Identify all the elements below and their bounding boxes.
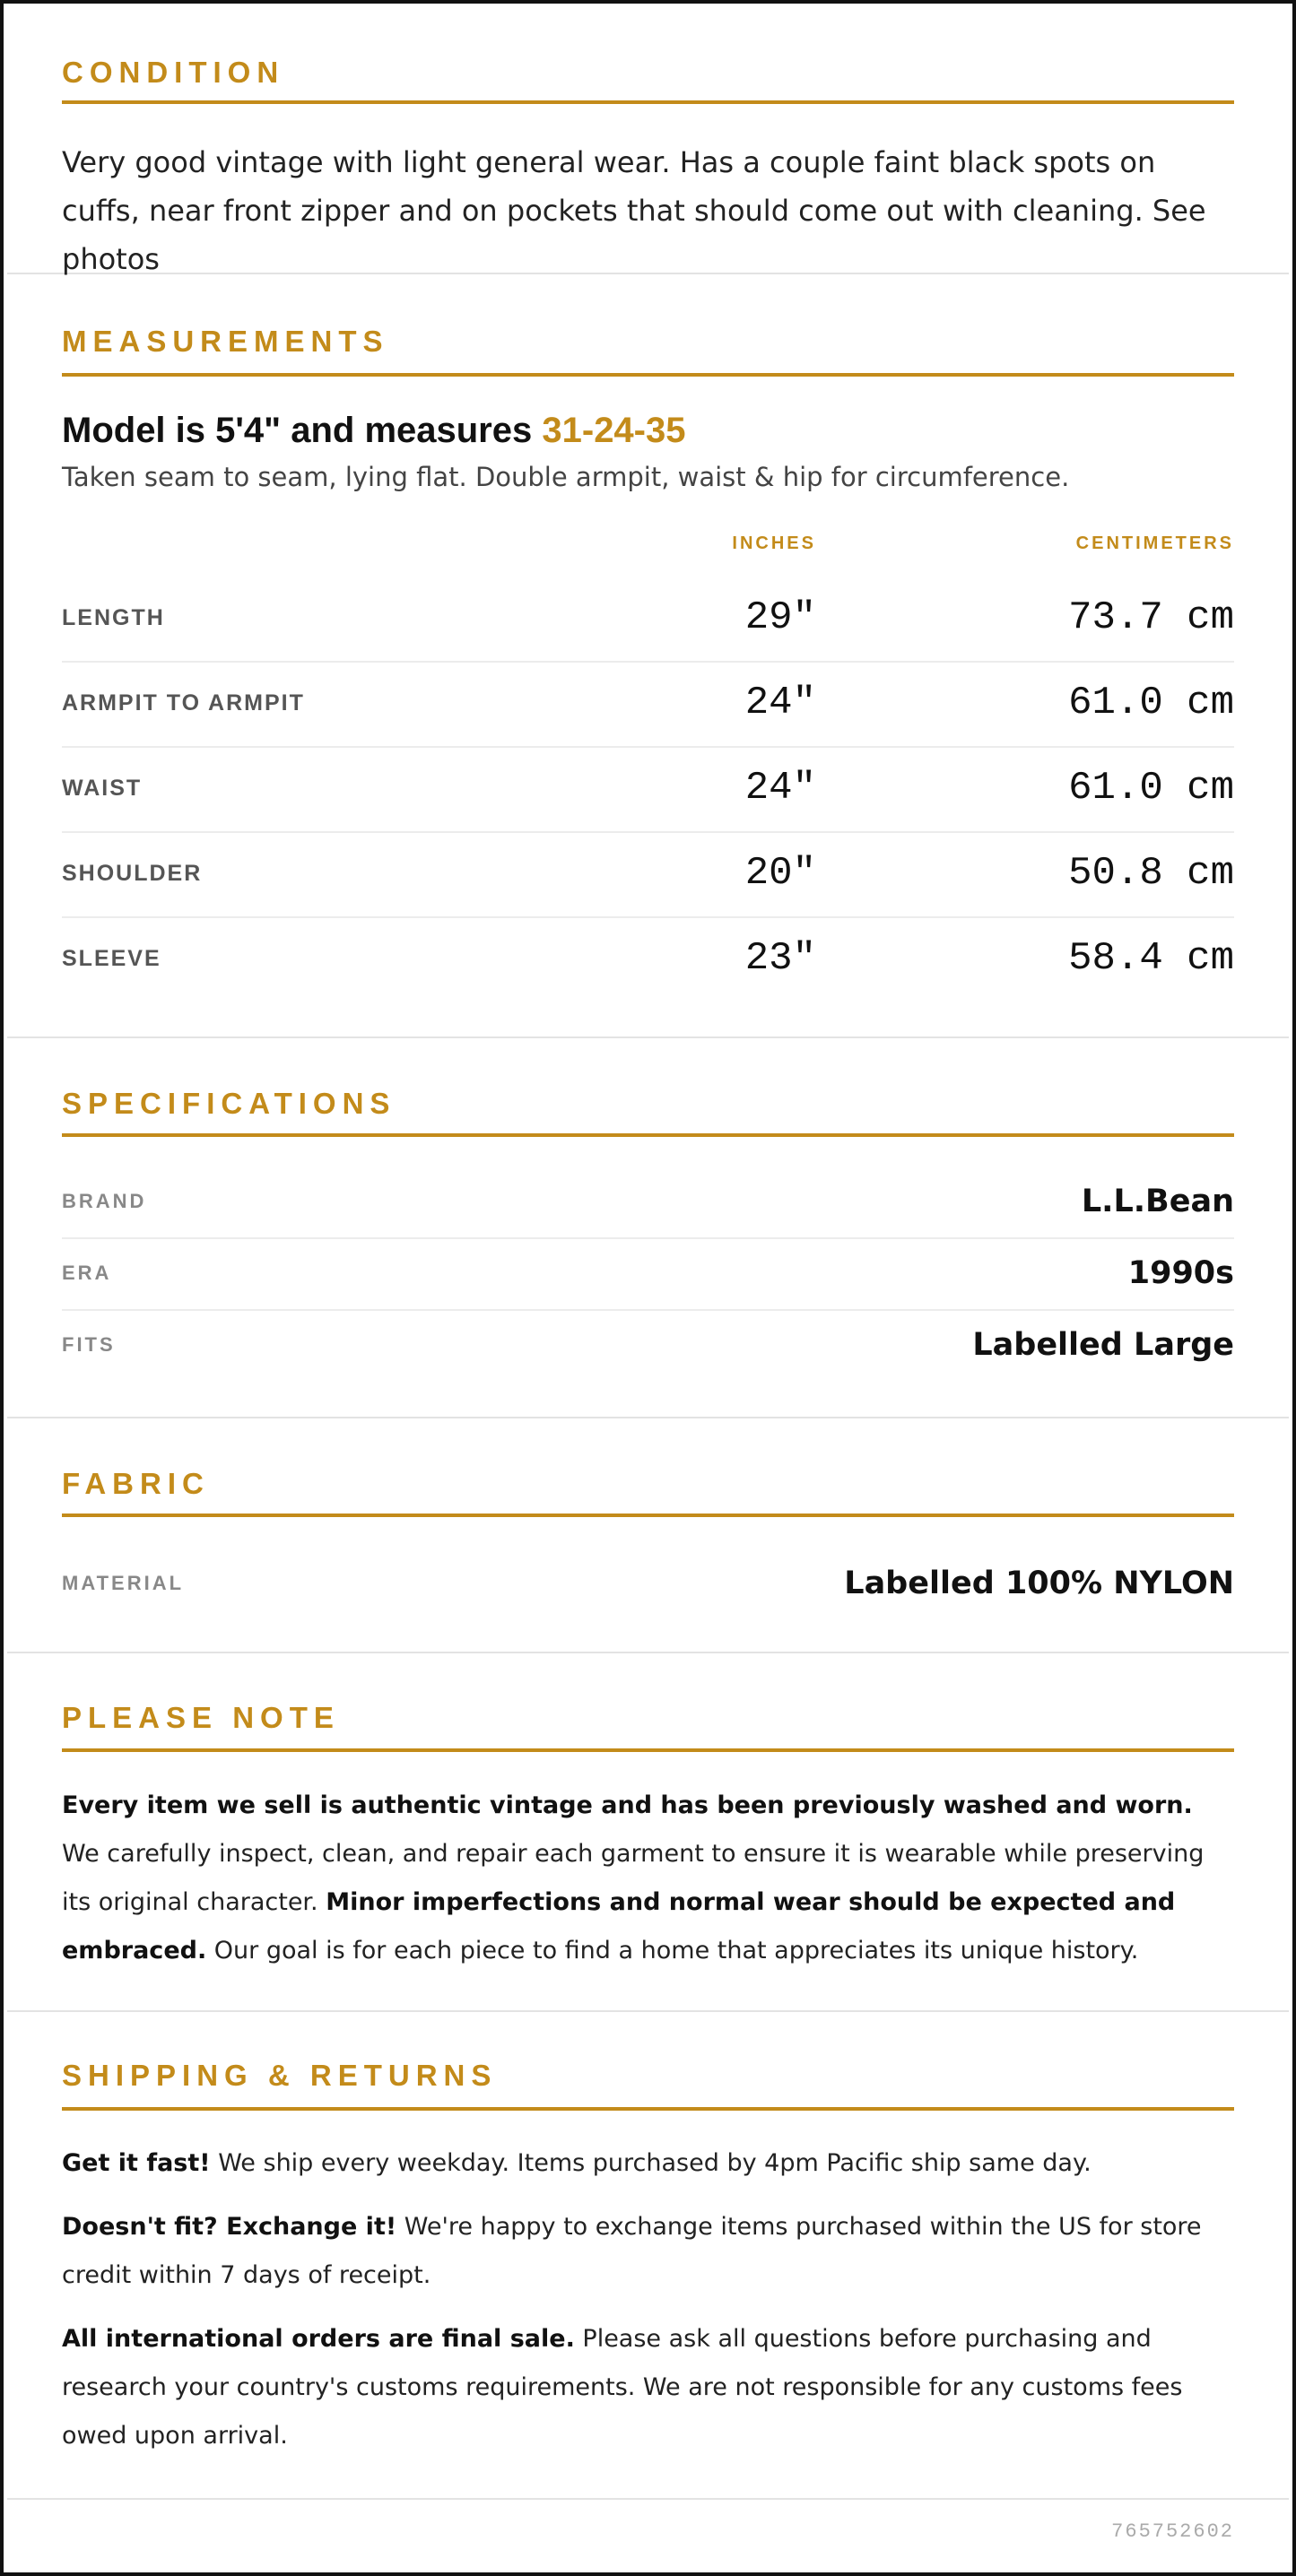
please-note-section (7, 1653, 1289, 2012)
fabric-label: MATERIAL (62, 1572, 185, 1594)
condition-text: Very good vintage with light general wear. Has a couple faint black spots on cuffs, near front zipper and on pockets that should come out with cleaning. See photos (62, 145, 1206, 276)
measurement-inches: 23" (744, 936, 816, 981)
measurement-label: SHOULDER (62, 861, 203, 886)
centimeters-column-header: CENTIMETERS (1075, 533, 1234, 553)
fabric-value: Labelled 100% NYLON (844, 1566, 1234, 1601)
shipping-text-2: We're happy to exchange items purchased within the US for store credit within 7 days of receipt. (62, 2213, 1202, 2289)
shipping-returns-section (7, 2012, 1289, 2500)
measurement-label: SLEEVE (62, 946, 161, 971)
measurement-centimeters: 50.8 cm (1068, 851, 1234, 896)
shipping-paragraph-2 (62, 2203, 1234, 2300)
measurement-row-length (62, 576, 1234, 663)
spec-value: 1990s (1127, 1255, 1234, 1291)
measurement-row-armpit-to-armpit (62, 661, 1234, 748)
spec-value: Labelled Large (972, 1327, 1234, 1363)
please-note-bold-2: Minor imperfections and normal wear should be expected and embraced. (62, 1888, 1176, 1965)
measurement-inches: 20" (744, 851, 816, 896)
shipping-paragraph-3 (62, 2315, 1234, 2460)
spec-row-fits (62, 1309, 1234, 1381)
condition-heading: CONDITION (62, 56, 285, 89)
spec-label: BRAND (62, 1190, 147, 1212)
measurement-inches: 29" (744, 595, 816, 640)
measurements-section (7, 274, 1289, 1038)
spec-row-brand (62, 1166, 1234, 1239)
spec-label: ERA (62, 1262, 112, 1284)
shipping-bold-2: Doesn't fit? Exchange it! (62, 2213, 397, 2241)
sku-number: 765752602 (1111, 2520, 1234, 2543)
fabric-heading: FABRIC (62, 1467, 210, 1500)
shipping-bold-1: Get it fast! (62, 2149, 211, 2177)
measurement-centimeters: 61.0 cm (1068, 681, 1234, 725)
measurement-inches: 24" (744, 766, 816, 811)
please-note-heading: PLEASE NOTE (62, 1701, 340, 1734)
model-measurements (62, 405, 686, 455)
shipping-text-1: We ship every weekday. Items purchased by 4pm Pacific ship same day. (210, 2149, 1092, 2177)
please-note-text-1: We carefully inspect, clean, and repair each garment to ensure it is wearable while preserving its original character. (62, 1840, 1205, 1916)
measurement-centimeters: 73.7 cm (1068, 595, 1234, 640)
specifications-heading: SPECIFICATIONS (62, 1087, 396, 1120)
fabric-row-material (62, 1548, 1234, 1619)
measurement-inches: 24" (744, 681, 816, 725)
model-measurements-prefix: Model is 5'4" and measures (62, 411, 533, 450)
spec-value: L.L.Bean (1081, 1184, 1234, 1219)
please-note-text-2: Our goal is for each piece to find a home that appreciates its unique history. (206, 1937, 1139, 1965)
measurement-row-shoulder (62, 831, 1234, 918)
model-measurements-value: 31-24-35 (542, 411, 686, 450)
condition-section (7, 4, 1289, 274)
measurement-centimeters: 58.4 cm (1068, 936, 1234, 981)
shipping-bold-3: All international orders are final sale. (62, 2325, 575, 2353)
fabric-section (7, 1418, 1289, 1653)
specifications-heading-rule (62, 1133, 1234, 1137)
please-note-heading-rule (62, 1748, 1234, 1752)
please-note-text (62, 1782, 1234, 1975)
measurement-label: WAIST (62, 776, 143, 801)
inches-column-header: INCHES (732, 533, 816, 553)
condition-heading-rule (62, 100, 1234, 104)
spec-row-era (62, 1237, 1234, 1311)
please-note-bold-1: Every item we sell is authentic vintage and has been previously washed and worn. (62, 1791, 1193, 1819)
specifications-section (7, 1038, 1289, 1418)
measurements-note: Taken seam to seam, lying flat. Double armpit, waist & hip for circumference. (62, 462, 1070, 492)
measurement-centimeters: 61.0 cm (1068, 766, 1234, 811)
measurement-label: LENGTH (62, 605, 165, 630)
spec-label: FITS (62, 1333, 116, 1356)
measurement-label: ARMPIT TO ARMPIT (62, 690, 305, 716)
measurements-heading: MEASUREMENTS (62, 325, 389, 358)
measurements-heading-rule (62, 373, 1234, 377)
shipping-paragraph-1 (62, 2139, 1234, 2188)
measurement-row-waist (62, 746, 1234, 833)
shipping-returns-heading: SHIPPING & RETURNS (62, 2059, 498, 2092)
fabric-heading-rule (62, 1514, 1234, 1517)
measurement-row-sleeve (62, 916, 1234, 1002)
shipping-text-3: Please ask all questions before purchasing and research your country's customs requirements. We are not responsible for any customs fees owed upon arrival. (62, 2325, 1183, 2450)
shipping-returns-heading-rule (62, 2107, 1234, 2111)
